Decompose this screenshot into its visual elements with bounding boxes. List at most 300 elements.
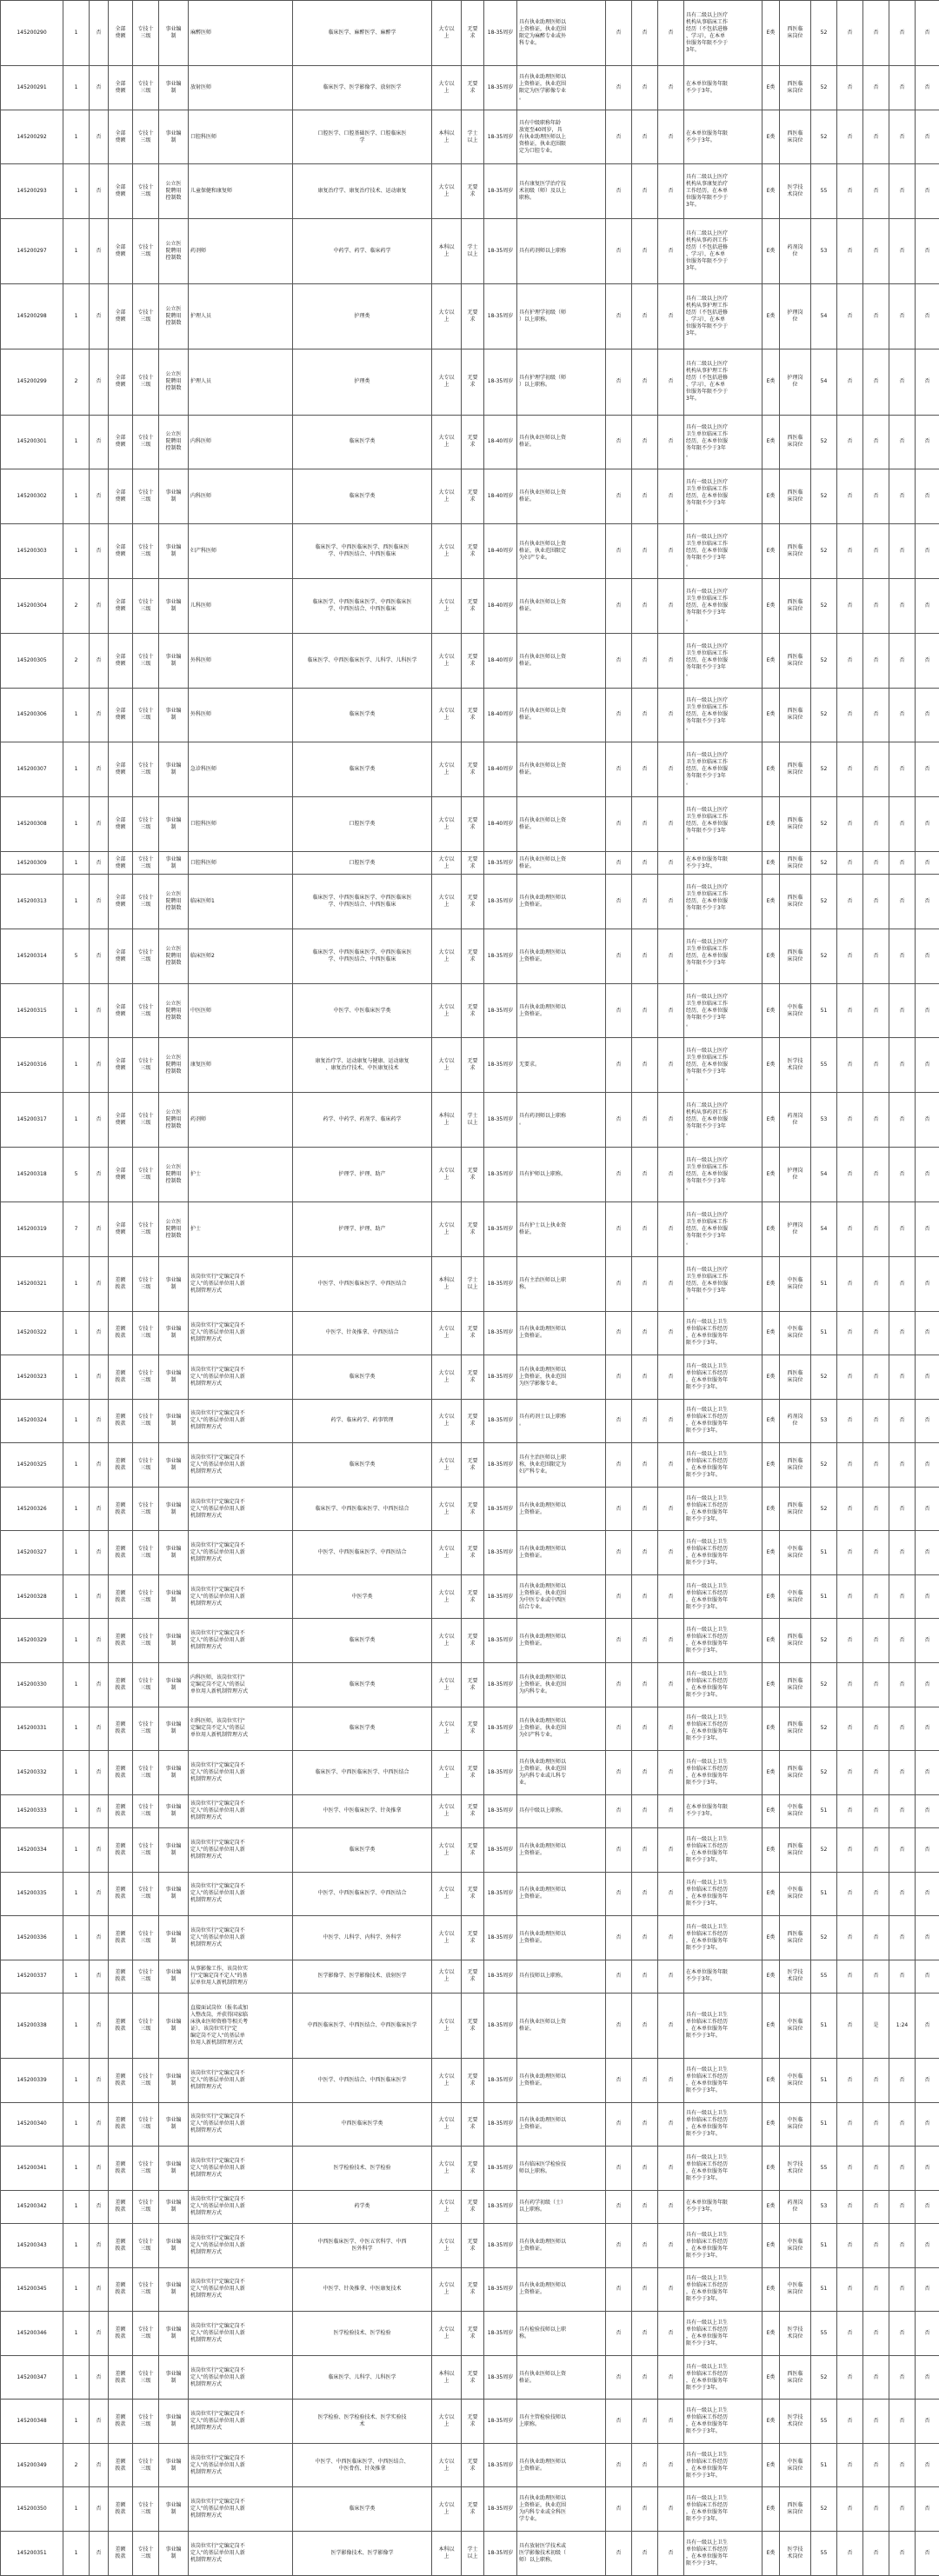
flag-cell: 否 (632, 2532, 658, 2576)
ratio-cell: 否 (889, 219, 916, 284)
flag-cell: 否 (632, 1256, 658, 1311)
age-range-cell: 18-35周岁 (484, 1663, 517, 1707)
ratio-cell: 否 (889, 2059, 916, 2103)
major-requirement-cell: 中西医临床医学、中西医结合、中西医临床医学 (293, 1994, 432, 2059)
exam-code-cell: 53 (811, 1093, 837, 1148)
table-row (1, 1828, 939, 1873)
degree-cell: 无要 求 (462, 2102, 484, 2147)
post-name-cell: 该岗位实行"定编定岗不 定人"的基层单位用人新 机制管理方式 (189, 2224, 293, 2268)
exam-category-cell: E类 (763, 1994, 780, 2059)
service-requirement-cell: 具有二级以上医疗 机构从事护理工作 经历（不包括进修 、学习），在本单 位服务年限不少于 3年。 (684, 284, 763, 349)
flag-cell: 否 (90, 1487, 109, 1531)
post-name-cell: 该岗位实行"定编定岗不 定人"的基层单位用人新 机制管理方式 (189, 1751, 293, 1795)
major-requirement-cell: 口腔医学类 (293, 852, 432, 875)
flag-cell: 否 (863, 2312, 889, 2356)
table-row (1, 1663, 939, 1707)
flag-cell: 否 (837, 1038, 863, 1093)
flag-cell: 否 (916, 1311, 939, 1355)
flag-cell: 否 (606, 1531, 632, 1575)
degree-cell: 学士 以上 (462, 1256, 484, 1311)
flag-cell: 否 (837, 1916, 863, 1960)
post-level-cell: 专技十 三级 (133, 1399, 159, 1443)
exam-subcategory-cell: 药剂岗 位 (780, 2190, 811, 2223)
major-requirement-cell: 临床医学、麻醉医学、麻醉学 (293, 1, 432, 66)
exam-category-cell: E类 (763, 1707, 780, 1751)
major-requirement-cell: 临床医学类 (293, 1828, 432, 1873)
age-range-cell: 18-40周岁 (484, 633, 517, 688)
flag-cell: 否 (658, 688, 684, 742)
service-requirement-cell: 具有一级以上医疗 卫生单位临床工作 经历，在本单位服 务年限不少于3年 。 (684, 1038, 763, 1093)
qualification-cell: 具有执业助理医师以 上资格证。 (517, 1828, 606, 1873)
flag-cell: 否 (606, 349, 632, 415)
flag-cell: 否 (632, 633, 658, 688)
position-code-cell: 145200325 (1, 1443, 63, 1488)
major-requirement-cell: 中西医临床医学类 (293, 2102, 432, 2147)
flag-cell: 否 (837, 2147, 863, 2191)
flag-cell: 否 (90, 1093, 109, 1148)
headcount-cell: 1 (63, 797, 90, 852)
major-requirement-cell: 中医学、针灸推拿、中西医结合 (293, 1311, 432, 1355)
position-code-cell: 145200349 (1, 2443, 63, 2487)
age-range-cell: 18-35周岁 (484, 1038, 517, 1093)
flag-cell: 否 (863, 1, 889, 66)
table-row (1, 1443, 939, 1488)
exam-category-cell: E类 (763, 1487, 780, 1531)
exam-code-cell: 51 (811, 1872, 837, 1916)
post-level-cell: 专技十 三级 (133, 2400, 159, 2444)
staffing-type-cell: 事业编 制 (159, 2312, 189, 2356)
qualification-cell: 具有执业医师以上资 格证。 (517, 852, 606, 875)
flag-cell: 否 (606, 164, 632, 219)
flag-cell: 否 (658, 1148, 684, 1202)
flag-cell: 否 (90, 2532, 109, 2576)
flag-cell: 否 (90, 1663, 109, 1707)
qualification-cell: 具有执业助理医师以 上资格证，执业范围 为内科专业或儿科专 业。 (517, 1751, 606, 1795)
major-requirement-cell: 临床医学、中西医临床医学、中西医临床医 学、中西医结合、中西医临床 (293, 578, 432, 633)
age-range-cell: 18-40周岁 (484, 469, 517, 524)
post-name-cell: 该岗位实行"定编定岗不 定人"的基层单位用人新 机制管理方式 (189, 2147, 293, 2191)
flag-cell: 否 (90, 1751, 109, 1795)
flag-cell: 否 (632, 1828, 658, 1873)
exam-code-cell: 54 (811, 284, 837, 349)
funding-type-cell: 差额 拨款 (109, 2059, 133, 2103)
exam-category-cell: E类 (763, 1148, 780, 1202)
major-requirement-cell: 中医学、中医临床医学、针灸推拿 (293, 1794, 432, 1827)
qualification-cell: 具有检验技师以上职 称。 (517, 2312, 606, 2356)
flag-cell: 否 (632, 164, 658, 219)
staffing-type-cell: 公立医 院聘用 控制数 (159, 415, 189, 469)
exam-category-cell: E类 (763, 1399, 780, 1443)
position-code-cell: 145200328 (1, 1574, 63, 1619)
flag-cell: 否 (658, 1355, 684, 1400)
flag-cell: 否 (632, 1399, 658, 1443)
flag-cell: 否 (863, 469, 889, 524)
exam-category-cell: E类 (763, 219, 780, 284)
flag-cell: 否 (916, 633, 939, 688)
exam-subcategory-cell: 中医临 床岗位 (780, 1872, 811, 1916)
major-requirement-cell: 临床医学、医学影像学、放射医学 (293, 66, 432, 110)
flag-cell: 否 (863, 1916, 889, 1960)
flag-cell: 否 (606, 1256, 632, 1311)
flag-cell: 否 (658, 578, 684, 633)
funding-type-cell: 差额 拨款 (109, 1443, 133, 1488)
major-requirement-cell: 临床医学类 (293, 1707, 432, 1751)
post-level-cell: 专技十 三级 (133, 110, 159, 164)
degree-cell: 无要 求 (462, 1994, 484, 2059)
headcount-cell: 1 (63, 110, 90, 164)
post-level-cell: 专技十 三级 (133, 415, 159, 469)
exam-subcategory-cell: 西医临 床岗位 (780, 2355, 811, 2400)
flag-cell: 否 (916, 1093, 939, 1148)
post-name-cell: 药剂师 (189, 1093, 293, 1148)
position-code-cell: 145200322 (1, 1311, 63, 1355)
education-cell: 大专以 上 (432, 929, 462, 983)
flag-cell: 否 (606, 2224, 632, 2268)
flag-cell: 否 (658, 983, 684, 1038)
post-name-cell: 该岗位实行"定编定岗不 定人"的基层单位用人新 机制管理方式 (189, 1443, 293, 1488)
flag-cell: 否 (606, 1443, 632, 1488)
degree-cell: 无要 求 (462, 688, 484, 742)
major-requirement-cell: 康复治疗学、运动康复与健康、运动康复 、康复治疗技术、中医康复技术 (293, 1038, 432, 1093)
education-cell: 大专以 上 (432, 164, 462, 219)
position-code-cell: 145200331 (1, 1707, 63, 1751)
flag-cell: 否 (90, 1828, 109, 1873)
position-code-cell: 145200324 (1, 1399, 63, 1443)
flag-cell: 否 (916, 2147, 939, 2191)
post-name-cell: 内科医师，该岗位实行" 定编定岗不定人"的基层 单位用人新机制管理方式 (189, 1663, 293, 1707)
exam-category-cell: E类 (763, 2147, 780, 2191)
flag-cell: 否 (606, 1794, 632, 1827)
post-level-cell: 专技十 三级 (133, 797, 159, 852)
flag-cell: 否 (658, 2355, 684, 2400)
staffing-type-cell: 事业编 制 (159, 1443, 189, 1488)
table-row (1, 1093, 939, 1148)
flag-cell: 否 (606, 469, 632, 524)
qualification-cell: 具有执业医师以上资 格证。 (517, 797, 606, 852)
major-requirement-cell: 临床医学类 (293, 2487, 432, 2532)
flag-cell: 否 (90, 742, 109, 797)
exam-subcategory-cell: 西医临 床岗位 (780, 110, 811, 164)
post-level-cell: 专技十 三级 (133, 2312, 159, 2356)
exam-subcategory-cell: 医学技 术岗位 (780, 2147, 811, 2191)
education-cell: 大专以 上 (432, 633, 462, 688)
exam-code-cell: 52 (811, 2355, 837, 2400)
headcount-cell: 1 (63, 1916, 90, 1960)
flag-cell: 否 (916, 1399, 939, 1443)
headcount-cell: 1 (63, 2190, 90, 2223)
flag-cell: 否 (632, 284, 658, 349)
funding-type-cell: 差额 拨款 (109, 2224, 133, 2268)
exam-category-cell: E类 (763, 415, 780, 469)
flag-cell: 否 (90, 1960, 109, 1993)
flag-cell: 否 (863, 983, 889, 1038)
ratio-cell: 否 (889, 1707, 916, 1751)
flag-cell: 否 (916, 983, 939, 1038)
post-name-cell: 该岗位实行"定编定岗不 定人"的基层单位用人新 机制管理方式 (189, 2102, 293, 2147)
qualification-cell: 具有执业助理医师以 上资格证。 (517, 1916, 606, 1960)
post-name-cell: 该岗位实行"定编定岗不 定人"的基层单位用人新 机制管理方式 (189, 1794, 293, 1827)
qualification-cell: 具有主管检验技师以 上职称。 (517, 2400, 606, 2444)
flag-cell: 否 (632, 1619, 658, 1663)
degree-cell: 无要 求 (462, 1794, 484, 1827)
qualification-cell: 具有执业助理医师以 上资格证。 (517, 2102, 606, 2147)
ratio-cell: 否 (889, 1443, 916, 1488)
degree-cell: 无要 求 (462, 2224, 484, 2268)
staffing-type-cell: 公立医 院聘用 控制数 (159, 983, 189, 1038)
staffing-type-cell: 事业编 制 (159, 2102, 189, 2147)
degree-cell: 无要 求 (462, 469, 484, 524)
flag-cell: 否 (658, 110, 684, 164)
headcount-cell: 1 (63, 469, 90, 524)
flag-cell: 否 (863, 1828, 889, 1873)
age-range-cell: 18-40周岁 (484, 415, 517, 469)
table-row (1, 284, 939, 349)
exam-subcategory-cell: 医学技 术岗位 (780, 1960, 811, 1993)
post-name-cell: 该岗位实行"定编定岗不 定人"的基层单位用人新 机制管理方式 (189, 1311, 293, 1355)
flag-cell: 否 (606, 2312, 632, 2356)
ratio-cell: 否 (889, 1201, 916, 1256)
degree-cell: 无要 求 (462, 1707, 484, 1751)
position-code-cell: 145200340 (1, 2102, 63, 2147)
position-code-cell: 145200347 (1, 2355, 63, 2400)
headcount-cell: 1 (63, 219, 90, 284)
post-level-cell: 专技十 三级 (133, 524, 159, 579)
post-level-cell: 专技十 三级 (133, 2190, 159, 2223)
exam-category-cell: E类 (763, 1663, 780, 1707)
education-cell: 大专以 上 (432, 469, 462, 524)
service-requirement-cell: 具有一级以上卫生 单位临床工作经历 ，在本单位服务年 限不少于3年。 (684, 2059, 763, 2103)
headcount-cell: 1 (63, 1960, 90, 1993)
service-requirement-cell: 具有一级以上医疗 卫生单位临床工作 经历，在本单位服 务年限不少于3年 。 (684, 797, 763, 852)
ratio-cell: 否 (889, 2443, 916, 2487)
exam-subcategory-cell: 中医临 床岗位 (780, 1311, 811, 1355)
funding-type-cell: 全部 费额 (109, 633, 133, 688)
flag-cell: 否 (606, 1487, 632, 1531)
service-requirement-cell: 具有一级以上医疗 卫生单位临床工作 经历，在本单位服 务年限不少于3年 。 (684, 742, 763, 797)
staffing-type-cell: 事业编 制 (159, 1574, 189, 1619)
flag-cell: 否 (863, 1487, 889, 1531)
exam-subcategory-cell: 中医临 床岗位 (780, 2267, 811, 2312)
flag-cell: 否 (863, 742, 889, 797)
education-cell: 本科以 上 (432, 2355, 462, 2400)
ratio-cell: 否 (889, 110, 916, 164)
exam-category-cell: E类 (763, 1531, 780, 1575)
flag-cell: 否 (632, 1355, 658, 1400)
headcount-cell: 1 (63, 2147, 90, 2191)
exam-category-cell: E类 (763, 852, 780, 875)
post-level-cell: 专技十 三级 (133, 578, 159, 633)
exam-code-cell: 54 (811, 1201, 837, 1256)
flag-cell: 否 (658, 1038, 684, 1093)
exam-code-cell: 53 (811, 1399, 837, 1443)
flag-cell: 否 (863, 2400, 889, 2444)
headcount-cell: 1 (63, 164, 90, 219)
age-range-cell: 18-35周岁 (484, 1960, 517, 1993)
major-requirement-cell: 临床医学、儿科学、儿科医学 (293, 2355, 432, 2400)
post-level-cell: 专技十 三级 (133, 2532, 159, 2576)
funding-type-cell: 差额 拨款 (109, 1487, 133, 1531)
flag-cell: 否 (632, 2400, 658, 2444)
flag-cell: 否 (90, 1399, 109, 1443)
service-requirement-cell: 具有一级以上卫生 单位临床工作经历 ，在本单位服务年 限不少于3年。 (684, 2487, 763, 2532)
flag-cell: 否 (916, 742, 939, 797)
flag-cell: 否 (90, 349, 109, 415)
service-requirement-cell: 具有一级以上医疗 卫生单位临床工作 经历，在本单位服 务年限不少于3年 。 (684, 524, 763, 579)
staffing-type-cell: 公立医 院聘用 控制数 (159, 1201, 189, 1256)
education-cell: 大专以 上 (432, 1828, 462, 1873)
position-code-cell: 145200299 (1, 349, 63, 415)
funding-type-cell: 全部 费额 (109, 524, 133, 579)
post-level-cell: 专技十 三级 (133, 1487, 159, 1531)
exam-category-cell: E类 (763, 2102, 780, 2147)
flag-cell: 否 (606, 2059, 632, 2103)
flag-cell: 否 (863, 1872, 889, 1916)
flag-cell: 否 (632, 2059, 658, 2103)
post-name-cell: 该岗位实行"定编定岗不 定人"的基层单位用人新 机制管理方式 (189, 2532, 293, 2576)
staffing-type-cell: 事业编 制 (159, 2224, 189, 2268)
flag-cell: 否 (658, 1443, 684, 1488)
staffing-type-cell: 事业编 制 (159, 1828, 189, 1873)
education-cell: 大专以 上 (432, 1201, 462, 1256)
major-requirement-cell: 临床医学类 (293, 1619, 432, 1663)
headcount-cell: 2 (63, 2443, 90, 2487)
flag-cell: 否 (90, 1707, 109, 1751)
position-code-cell: 145200291 (1, 66, 63, 110)
exam-code-cell: 53 (811, 2190, 837, 2223)
flag-cell: 否 (916, 1, 939, 66)
service-requirement-cell: 具有一级以上医疗 卫生单位临床工作 经历，在本单位服 务年限不少于3年 。 (684, 1201, 763, 1256)
major-requirement-cell: 中医学类 (293, 1574, 432, 1619)
service-requirement-cell: 在本单位服务年限 不少于3年。 (684, 1960, 763, 1993)
flag-cell: 否 (658, 2224, 684, 2268)
flag-cell: 否 (863, 1256, 889, 1311)
ratio-cell: 否 (889, 1311, 916, 1355)
qualification-cell: 具有执业医师以上资 格证。 (517, 688, 606, 742)
exam-code-cell: 52 (811, 1828, 837, 1873)
table-row (1, 1707, 939, 1751)
service-requirement-cell: 具有二级以上医疗 机构从事临床工作 经历（不包括进修 、学习），在本单 位服务年限不少于 3年。 (684, 1, 763, 66)
major-requirement-cell: 中医学、儿科学、内科学、外科学 (293, 1916, 432, 1960)
flag-cell: 否 (606, 2532, 632, 2576)
funding-type-cell: 全部 费额 (109, 688, 133, 742)
flag-cell: 否 (632, 469, 658, 524)
funding-type-cell: 全部 费额 (109, 929, 133, 983)
flag-cell: 否 (606, 1201, 632, 1256)
table-row (1, 415, 939, 469)
major-requirement-cell: 临床医学类 (293, 1443, 432, 1488)
flag-cell: 否 (606, 110, 632, 164)
age-range-cell: 18-35周岁 (484, 219, 517, 284)
flag-cell: 否 (658, 929, 684, 983)
position-code-cell: 145200316 (1, 1038, 63, 1093)
staffing-type-cell: 公立医 院聘用 控制数 (159, 219, 189, 284)
exam-subcategory-cell: 西医临 床岗位 (780, 875, 811, 929)
degree-cell: 无要 求 (462, 2312, 484, 2356)
service-requirement-cell: 具有一级以上卫生 单位临床工作经历 ，在本单位服务年 限不少于3年。 (684, 1916, 763, 1960)
funding-type-cell: 差额 拨款 (109, 1355, 133, 1400)
headcount-cell: 1 (63, 1487, 90, 1531)
degree-cell: 无要 求 (462, 2487, 484, 2532)
position-code-cell: 145200332 (1, 1751, 63, 1795)
flag-cell: 否 (863, 1443, 889, 1488)
flag-cell: 否 (916, 469, 939, 524)
position-code-cell: 145200327 (1, 1531, 63, 1575)
table-row (1, 1399, 939, 1443)
age-range-cell: 18-35周岁 (484, 2190, 517, 2223)
flag-cell: 否 (837, 578, 863, 633)
position-code-cell: 145200298 (1, 284, 63, 349)
exam-code-cell: 51 (811, 983, 837, 1038)
qualification-cell: 具有执业医师以上资 格证。 (517, 742, 606, 797)
ratio-cell: 否 (889, 1828, 916, 1873)
flag-cell: 否 (658, 1619, 684, 1663)
major-requirement-cell: 医学检验技术、医学检验 (293, 2312, 432, 2356)
post-level-cell: 专技十 三级 (133, 1916, 159, 1960)
degree-cell: 无要 求 (462, 875, 484, 929)
flag-cell: 否 (632, 415, 658, 469)
flag-cell: 否 (837, 415, 863, 469)
major-requirement-cell: 临床医学、中西医临床医学、儿科学、儿科医学 (293, 633, 432, 688)
service-requirement-cell: 具有一级以上卫生 单位临床工作经历 ，在本单位服务年 限不少于3年。 (684, 2147, 763, 2191)
ratio-cell: 否 (889, 2224, 916, 2268)
age-range-cell: 18-35周岁 (484, 1311, 517, 1355)
flag-cell: 否 (863, 2190, 889, 2223)
major-requirement-cell: 医学检验、医学检验技术、医学实验技 术 (293, 2400, 432, 2444)
post-level-cell: 专技十 三级 (133, 2059, 159, 2103)
table-row (1, 1872, 939, 1916)
post-level-cell: 专技十 三级 (133, 284, 159, 349)
flag-cell: 否 (837, 2102, 863, 2147)
exam-subcategory-cell: 护理岗 位 (780, 1148, 811, 1202)
exam-category-cell: E类 (763, 2267, 780, 2312)
exam-subcategory-cell: 医学技 术岗位 (780, 164, 811, 219)
staffing-type-cell: 事业编 制 (159, 469, 189, 524)
qualification-cell: 无要求。 (517, 1038, 606, 1093)
post-name-cell: 妇产科医师 (189, 524, 293, 579)
qualification-cell: 具有药剂士以上职称 。 (517, 1399, 606, 1443)
qualification-cell: 具有执业助理医师以 上资格证。 (517, 2267, 606, 2312)
ratio-cell: 否 (889, 1960, 916, 1993)
ratio-cell: 否 (889, 1751, 916, 1795)
qualification-cell: 具有执业助理医师以 上资格证。 (517, 2443, 606, 2487)
table-row (1, 2224, 939, 2268)
flag-cell: 否 (90, 1148, 109, 1202)
flag-cell: 否 (606, 1148, 632, 1202)
flag-cell: 否 (632, 1093, 658, 1148)
qualification-cell: 具有药剂师以上职称 (517, 219, 606, 284)
post-level-cell: 专技十 三级 (133, 929, 159, 983)
flag-cell: 否 (658, 742, 684, 797)
exam-code-cell: 52 (811, 1443, 837, 1488)
age-range-cell: 18-35周岁 (484, 983, 517, 1038)
flag-cell: 否 (606, 2355, 632, 2400)
major-requirement-cell: 中药学、药学、临床药学 (293, 219, 432, 284)
post-name-cell: 该岗位实行"定编定岗不 定人"的基层单位用人新 机制管理方式 (189, 1828, 293, 1873)
funding-type-cell: 差额 拨款 (109, 1960, 133, 1993)
exam-category-cell: E类 (763, 1751, 780, 1795)
post-level-cell: 专技十 三级 (133, 688, 159, 742)
age-range-cell: 18-35周岁 (484, 1994, 517, 2059)
exam-category-cell: E类 (763, 929, 780, 983)
degree-cell: 无要 求 (462, 1872, 484, 1916)
exam-subcategory-cell: 西医临 床岗位 (780, 633, 811, 688)
qualification-cell: 具有执业助理医师以 上资格证。 (517, 875, 606, 929)
flag-cell: 否 (863, 578, 889, 633)
age-range-cell: 18-35周岁 (484, 1619, 517, 1663)
education-cell: 大专以 上 (432, 2487, 462, 2532)
exam-subcategory-cell: 西医临 床岗位 (780, 1828, 811, 1873)
flag-cell: 否 (632, 1148, 658, 1202)
